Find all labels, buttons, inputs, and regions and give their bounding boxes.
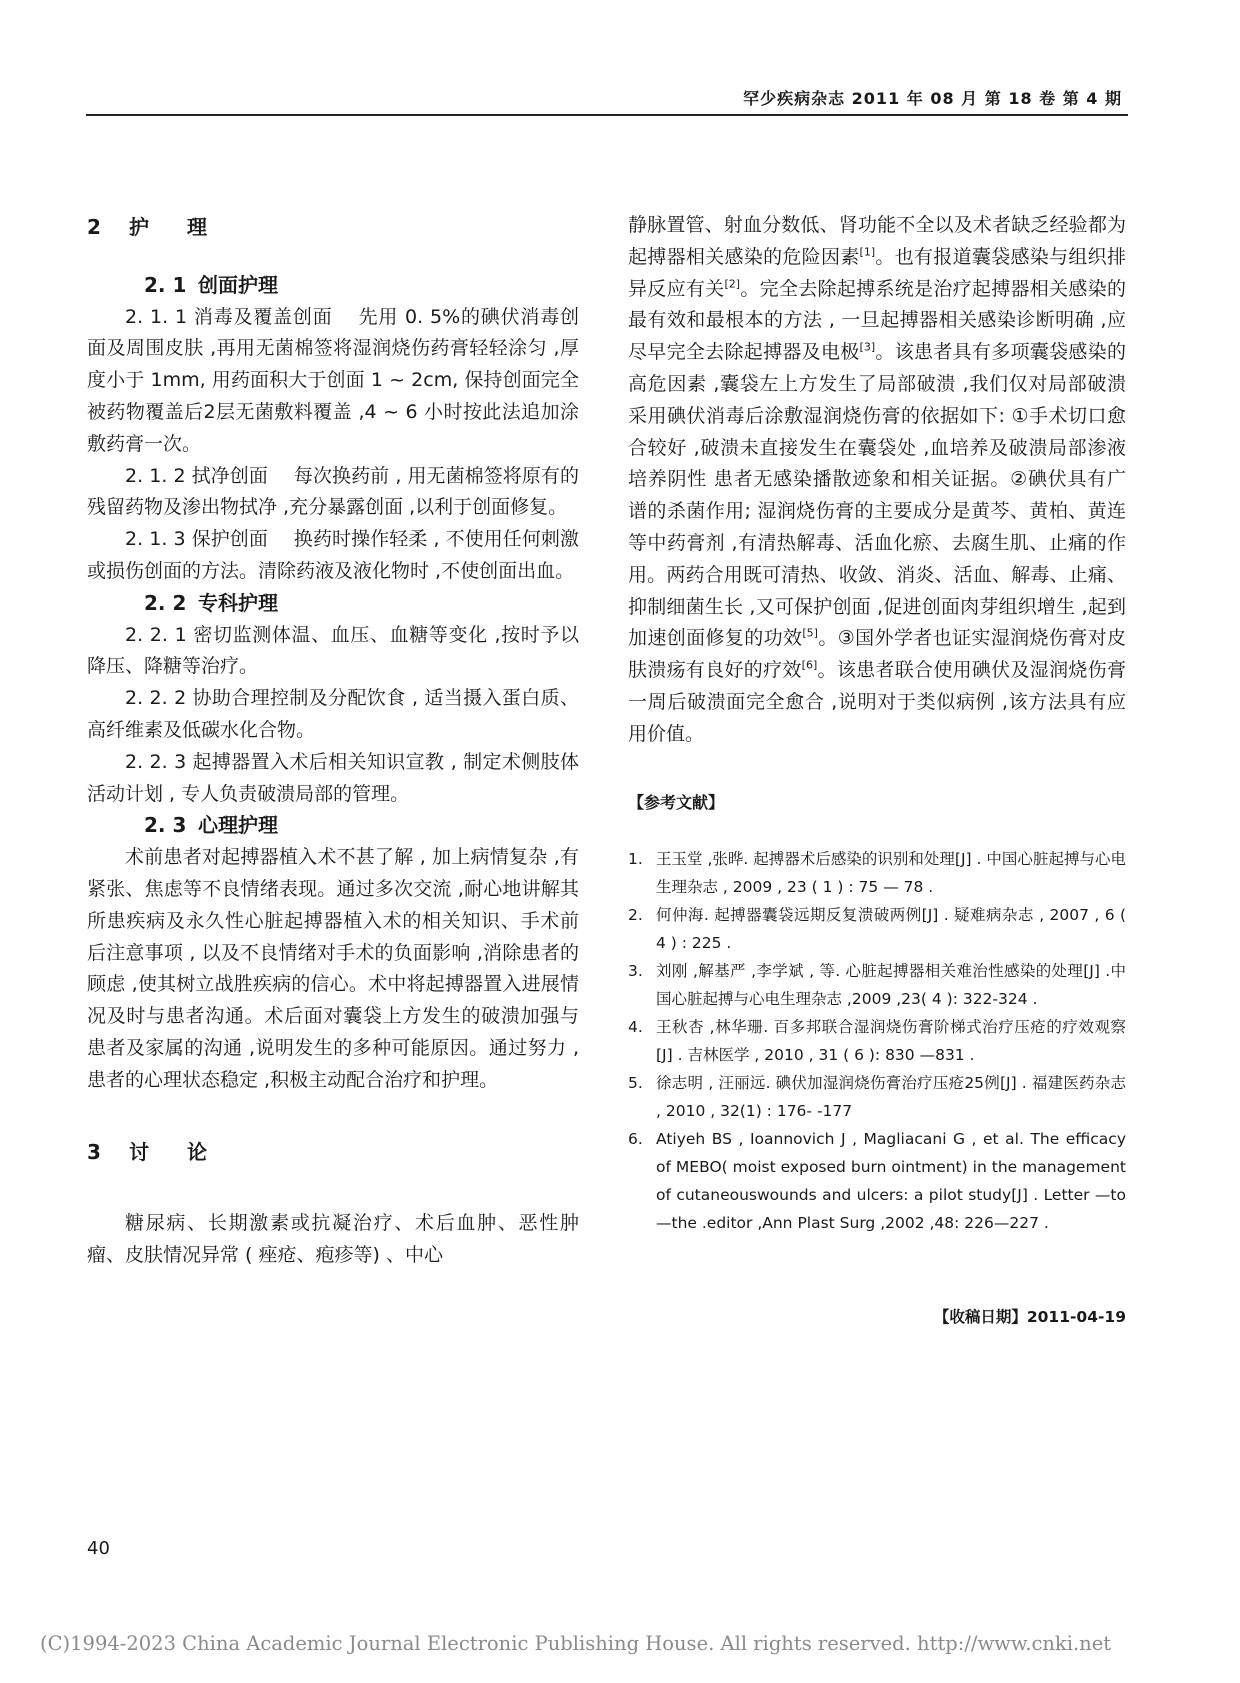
reference-text: 刘刚 ,解基严 ,李学斌 , 等. 心脏起搏器相关难治性感染的处理[J] .中国心脏起搏与心电生理杂志 ,2009 ,23( 4 ): 322-324 . [656,961,1126,1008]
paragraph-2-1-2-text: 每次换药前 , 用无菌棉签将原有的残留药物及渗出物拭净 ,充分暴露创面 ,以利于创面修复。 [87,464,580,519]
discussion-text-a: 静脉置管、射血分数低、肾功能不全以及术者缺乏经验都为起搏器相关感染的危险因素 [628,214,1126,268]
reference-number: 2. [628,905,643,924]
paragraph-2-1-3-title: 2. 1. 3 保护创面 [125,528,268,551]
reference-item [628,845,1126,901]
paragraph-2-2-1: 2. 2. 1 密切监测体温、血压、血糖等变化 ,按时予以降压、降糖等治疗。 [87,623,579,678]
citation-1: [1] [859,245,876,259]
paragraph-2-1-2 [87,461,579,525]
reference-text: 王玉堂 ,张晔. 起搏器术后感染的识别和处理[J] . 中国心脏起搏与心电生理杂志 , 2009 , 23 ( 1 ) : 75 — 78 . [656,849,1126,896]
right-column [628,210,1126,1327]
references-list [628,845,1126,1237]
reference-item [628,1125,1126,1237]
page-number: 40 [87,1538,110,1559]
paragraph-3-discussion-start: 糖尿病、长期激素或抗凝治疗、术后血肿、恶性肿瘤、皮肤情况异常 ( 痤疮、疱疹等) 、中心 [87,1212,579,1267]
reference-text: 徐志明 , 汪丽远. 碘伏加湿润烧伤膏治疗压疮25例[J] . 福建医药杂志 , 2010 , 32(1) : 176- -177 [656,1073,1126,1120]
reference-number: 5. [628,1073,643,1092]
references-heading: 【参考文献】 [628,792,725,812]
copyright-footer: (C)1994-2023 China Academic Journal Electronic Publishing House. All rights reserved. http://www.cnki.net [40,1632,1112,1655]
citation-6: [6] [801,658,818,672]
paragraph-2-1-1-text: 先用 0. 5%的碘伏消毒创面及周围皮肤 ,再用无菌棉签将湿润烧伤药膏轻轻涂匀 ,厚度小于 1mm, 用药面积大于创面 1 ~ 2cm, 保持创面完全被药物覆盖后2层无菌敷料覆盖 ,4 ~ 6 小时按此法追加涂敷药膏一次。 [87,305,579,455]
received-date: 【收稿日期】2011-04-19 [933,1307,1126,1326]
subsection-2-2-number: 2. 2 [144,590,187,615]
reference-number: 1. [628,849,643,868]
paragraph-2-2-2: 2. 2. 2 协助合理控制及分配饮食 , 适当摄入蛋白质、高纤维素及低碳水化合物。 [87,687,579,741]
header-rule [86,114,1128,116]
discussion-text-b: 。也有报道囊袋感染与组织排异反应有关 [628,245,1126,300]
subsection-2-2-title: 专科护理 [198,590,278,615]
paragraph-2-1-3 [87,524,579,588]
paragraph-2-1-1-title: 2. 1. 1 消毒及覆盖创面 [125,305,333,328]
discussion-text-e: 。③国外学者也证实湿润烧伤膏对皮肤溃疡有良好的疗效 [628,627,1126,682]
subsection-2-3-title: 心理护理 [198,813,278,838]
citation-3: [3] [859,340,876,354]
reference-item [628,901,1126,957]
subsection-2-1-heading [87,270,579,302]
paragraph-2-1-2-title: 2. 1. 2 拭净创面 [125,464,268,487]
paragraph-2-2-3: 2. 2. 3 起搏器置入术后相关知识宣教 , 制定术侧肢体活动计划 , 专人负责破溃局部的管理。 [87,750,579,805]
section-2-title-part-1: 护 [129,215,150,239]
paragraph-2-1-3-text: 换药时操作轻柔 , 不使用任何刺激或损伤创面的方法。清除药液及液化物时 ,不使创面出血。 [87,528,580,582]
section-3-number: 3 [87,1139,102,1164]
subsection-2-3-number: 2. 3 [144,813,187,838]
reference-text: 王秋杏 ,林华珊. 百多邦联合湿润烧伤膏阶梯式治疗压疮的疗效观察[J] . 吉林医学 , 2010 , 31 ( 6 ): 830 —831 . [656,1017,1126,1064]
reference-text: 何仲海. 起搏器囊袋远期反复溃破两例[J] . 疑难病杂志 , 2007 , 6 ( 4 ) : 225 . [656,905,1126,952]
section-2-title-part-2: 理 [187,215,208,239]
left-column [87,212,579,1272]
section-3-title-part-1: 讨 [129,1139,150,1164]
paragraph-2-3: 术前患者对起搏器植入术不甚了解 , 加上病情复杂 ,有紧张、焦虑等不良情绪表现。通过多次交流 ,耐心地讲解其所患疾病及永久性心脏起搏器植入术的相关知识、手术前后注意事项 , 以及不良情绪对手术的负面影响 ,消除患者的顾虑 ,使其树立战胜疾病的信心。术中将起搏器置入进展情况及时与患者沟通。术后面对囊袋上方发生的破溃加强与患者及家属的沟通 ,说明发生的多种可能原因。通过努力 ,患者的心理状态稳定 ,积极主动配合治疗和护理。 [87,846,579,1091]
reference-number: 3. [628,961,643,980]
subsection-2-3-heading [87,810,579,842]
discussion-text-f: 。该患者联合使用碘伏及湿润烧伤膏一周后破溃面完全愈合 ,说明对于类似病例 ,该方法具有应用价值。 [628,659,1126,745]
subsection-2-2-heading [87,588,579,620]
section-3-heading [87,1137,579,1169]
section-2-heading [87,212,579,244]
journal-running-head: 罕少疾病杂志 2011 年 08 月 第 18 卷 第 4 期 [743,89,1122,108]
citation-2: [2] [724,277,741,291]
reference-item [628,1013,1126,1069]
subsection-2-1-title: 创面护理 [198,272,278,297]
citation-5: [5] [802,627,818,641]
section-3-title-part-2: 论 [187,1139,208,1164]
section-2-number: 2 [87,215,102,239]
discussion-text-d: 。该患者具有多项囊袋感染的高危因素 ,囊袋左上方发生了局部破溃 ,我们仅对局部破溃采用碘伏消毒后涂敷湿润烧伤膏的依据如下: ①手术切口愈合较好 ,破溃未直接发生在囊袋处 ,血培养及破溃局部渗液培养阴性 患者无感染播散迹象和相关证据。②碘伏具有广谱的杀菌作用; 湿润烧伤膏的主要成分是黄芩、黄柏、黄连等中药膏剂 ,有清热解毒、活血化瘀、去腐生肌、止痛的作用。两药合用既可清热、收敛、消炎、活血、解毒、止痛、抑制细菌生长 ,又可保护创面 ,促进创面肉芽组织增生 ,起到加速创面修复的功效 [628,341,1126,650]
reference-text: Atiyeh BS , Ioannovich J , Magliacani G , et al. The efficacy of MEBO( moist exposed burn ointment) in the management of cutaneouswounds and ulcers: a pilot study[J] . Letter —to—the .editor ,Ann Plast Surg ,2002 ,48: 226—227 . [656,1129,1126,1232]
paragraph-2-1-1 [87,302,579,461]
reference-item [628,957,1126,1013]
paragraph-3-discussion-continued [628,210,1126,751]
subsection-2-1-number: 2. 1 [144,272,187,297]
reference-number: 4. [628,1017,643,1036]
reference-number: 6. [628,1129,643,1148]
discussion-text-c: 。完全去除起搏系统是治疗起搏器相关感染的最有效和最根本的方法 , 一旦起搏器相关感染诊断明确 ,应尽早完全去除起搏器及电极 [628,277,1126,364]
reference-item [628,1069,1126,1125]
